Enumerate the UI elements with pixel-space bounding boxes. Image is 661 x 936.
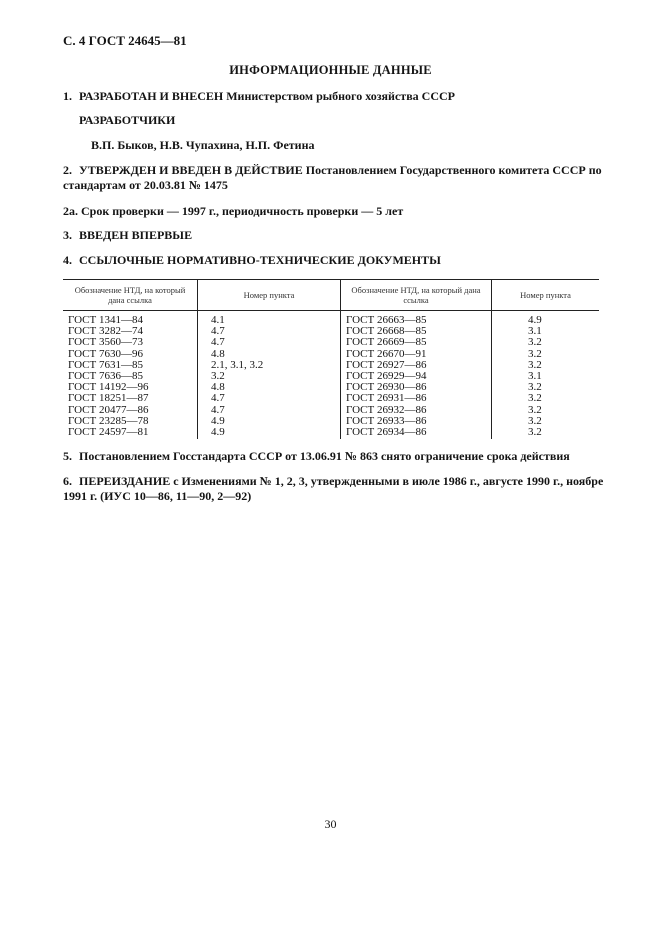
- cell-clause-right: 3.2: [492, 416, 600, 427]
- cell-ntd-left: ГОСТ 7636—85: [68, 370, 143, 383]
- item-1-heading: РАЗРАБОТАН И ВНЕСЕН: [79, 89, 224, 103]
- item-2a: [63, 204, 403, 219]
- item-5-number: 5.: [63, 449, 72, 463]
- item-5-text: Постановлением Госстандарта СССР от 13.06.91 № 863 снято ограничение срока действия: [79, 449, 570, 463]
- reference-documents-table: [63, 279, 599, 439]
- cell-clause-left: 4.9: [198, 416, 341, 427]
- item-5: [63, 449, 570, 464]
- item-1-number: 1.: [63, 89, 72, 103]
- cell-clause-left: 4.1: [198, 311, 341, 327]
- cell-clause-right: 3.2: [492, 393, 600, 404]
- table-row: [63, 360, 599, 371]
- table-header-row: [63, 280, 599, 311]
- cell-clause-left: 4.8: [198, 382, 341, 393]
- item-2-text: Постановлением Государственного комитета СССР по стандартам от 20.03.81 № 1475: [63, 163, 602, 192]
- cell-ntd-right: ГОСТ 26933—86: [341, 416, 492, 427]
- cell-clause-right: 3.2: [492, 337, 600, 348]
- cell-ntd-right: ГОСТ 26930—86: [341, 382, 492, 393]
- cell-ntd-left: ГОСТ 23285—78: [68, 414, 149, 427]
- cell-clause-left: 4.7: [198, 393, 341, 404]
- cell-ntd-left: ГОСТ 7630—96: [68, 347, 143, 360]
- item-1-text: Министерством рыбного хозяйства СССР: [223, 89, 455, 103]
- item-2a-text: Срок проверки — 1997 г., периодичность проверки — 5 лет: [81, 204, 404, 218]
- item-3: [63, 228, 192, 243]
- item-3-number: 3.: [63, 228, 72, 242]
- col-header-clause-1: Номер пункта: [198, 280, 341, 311]
- cell-ntd-left: ГОСТ 3560—73: [68, 336, 143, 349]
- cell-clause-right: 3.2: [492, 405, 600, 416]
- table-row: [63, 311, 599, 327]
- cell-ntd-left: ГОСТ 20477—86: [68, 403, 149, 416]
- table-row: [63, 393, 599, 404]
- cell-clause-right: 3.2: [492, 427, 600, 439]
- table-body: [63, 311, 599, 440]
- item-1: [63, 89, 455, 104]
- table-row: [63, 427, 599, 439]
- cell-ntd-left: ГОСТ 7631—85: [68, 358, 143, 371]
- col-header-clause-2: Номер пункта: [492, 280, 600, 311]
- table-row: [63, 337, 599, 348]
- cell-ntd-left: ГОСТ 18251—87: [68, 392, 149, 405]
- item-6-number: 6.: [63, 474, 72, 488]
- cell-clause-left: 4.8: [198, 349, 341, 360]
- cell-clause-right: 4.9: [492, 311, 600, 327]
- cell-clause-right: 3.1: [492, 326, 600, 337]
- cell-clause-left: 2.1, 3.1, 3.2: [198, 360, 341, 371]
- cell-ntd-right: ГОСТ 26931—86: [341, 393, 492, 404]
- cell-ntd-right: ГОСТ 26932—86: [341, 405, 492, 416]
- cell-clause-left: 4.9: [198, 427, 341, 439]
- table-row: [63, 349, 599, 360]
- item-2-heading: УТВЕРЖДЕН И ВВЕДЕН В ДЕЙСТВИЕ: [79, 163, 303, 177]
- col-header-ntd-2: Обозначение НТД, на который дана ссылка: [341, 280, 492, 311]
- cell-ntd-left: ГОСТ 1341—84: [68, 314, 143, 326]
- cell-ntd-right: ГОСТ 26669—85: [341, 337, 492, 348]
- cell-clause-left: 4.7: [198, 405, 341, 416]
- developers-names: В.П. Быков, Н.В. Чупахина, Н.П. Фетина: [91, 138, 315, 152]
- cell-clause-right: 3.1: [492, 371, 600, 382]
- page-title: ИНФОРМАЦИОННЫЕ ДАННЫЕ: [229, 63, 432, 77]
- cell-clause-left: 4.7: [198, 326, 341, 337]
- developers-label: РАЗРАБОТЧИКИ: [79, 113, 176, 127]
- item-3-heading: ВВЕДЕН ВПЕРВЫЕ: [79, 228, 193, 242]
- item-4-number: 4.: [63, 253, 72, 267]
- cell-ntd-right: ГОСТ 26927—86: [341, 360, 492, 371]
- cell-ntd-right: ГОСТ 26929—94: [341, 371, 492, 382]
- item-2a-number: 2а.: [63, 204, 78, 218]
- cell-clause-left: 4.7: [198, 337, 341, 348]
- item-4: [63, 253, 441, 268]
- cell-ntd-left: ГОСТ 14192—96: [68, 381, 149, 394]
- page-header: С. 4 ГОСТ 24645—81: [63, 33, 187, 48]
- cell-clause-right: 3.2: [492, 349, 600, 360]
- item-6: [63, 474, 605, 504]
- cell-ntd-left: ГОСТ 24597—81: [68, 426, 149, 439]
- item-6-text: с Изменениями № 1, 2, 3, утвержденными в июле 1986 г., августе 1990 г., ноябре 1991 г. (ИУС 10—86, 11—90, 2—92): [63, 474, 604, 503]
- table-row: [63, 326, 599, 337]
- item-2: [63, 163, 603, 193]
- item-6-heading: ПЕРЕИЗДАНИЕ: [79, 474, 171, 488]
- cell-clause-right: 3.2: [492, 360, 600, 371]
- item-4-heading: ССЫЛОЧНЫЕ НОРМАТИВНО-ТЕХНИЧЕСКИЕ ДОКУМЕНТЫ: [79, 253, 441, 267]
- page-number: 30: [324, 817, 337, 831]
- cell-ntd-right: ГОСТ 26668—85: [341, 326, 492, 337]
- item-2-number: 2.: [63, 163, 72, 177]
- cell-ntd-right: ГОСТ 26663—85: [341, 311, 492, 327]
- cell-ntd-right: ГОСТ 26934—86: [341, 427, 492, 439]
- cell-ntd-right: ГОСТ 26670—91: [341, 349, 492, 360]
- col-header-ntd-1: Обозначение НТД, на который дана ссылка: [63, 280, 198, 311]
- cell-ntd-left: ГОСТ 3282—74: [68, 325, 143, 338]
- cell-clause-left: 3.2: [198, 371, 341, 382]
- cell-clause-right: 3.2: [492, 382, 600, 393]
